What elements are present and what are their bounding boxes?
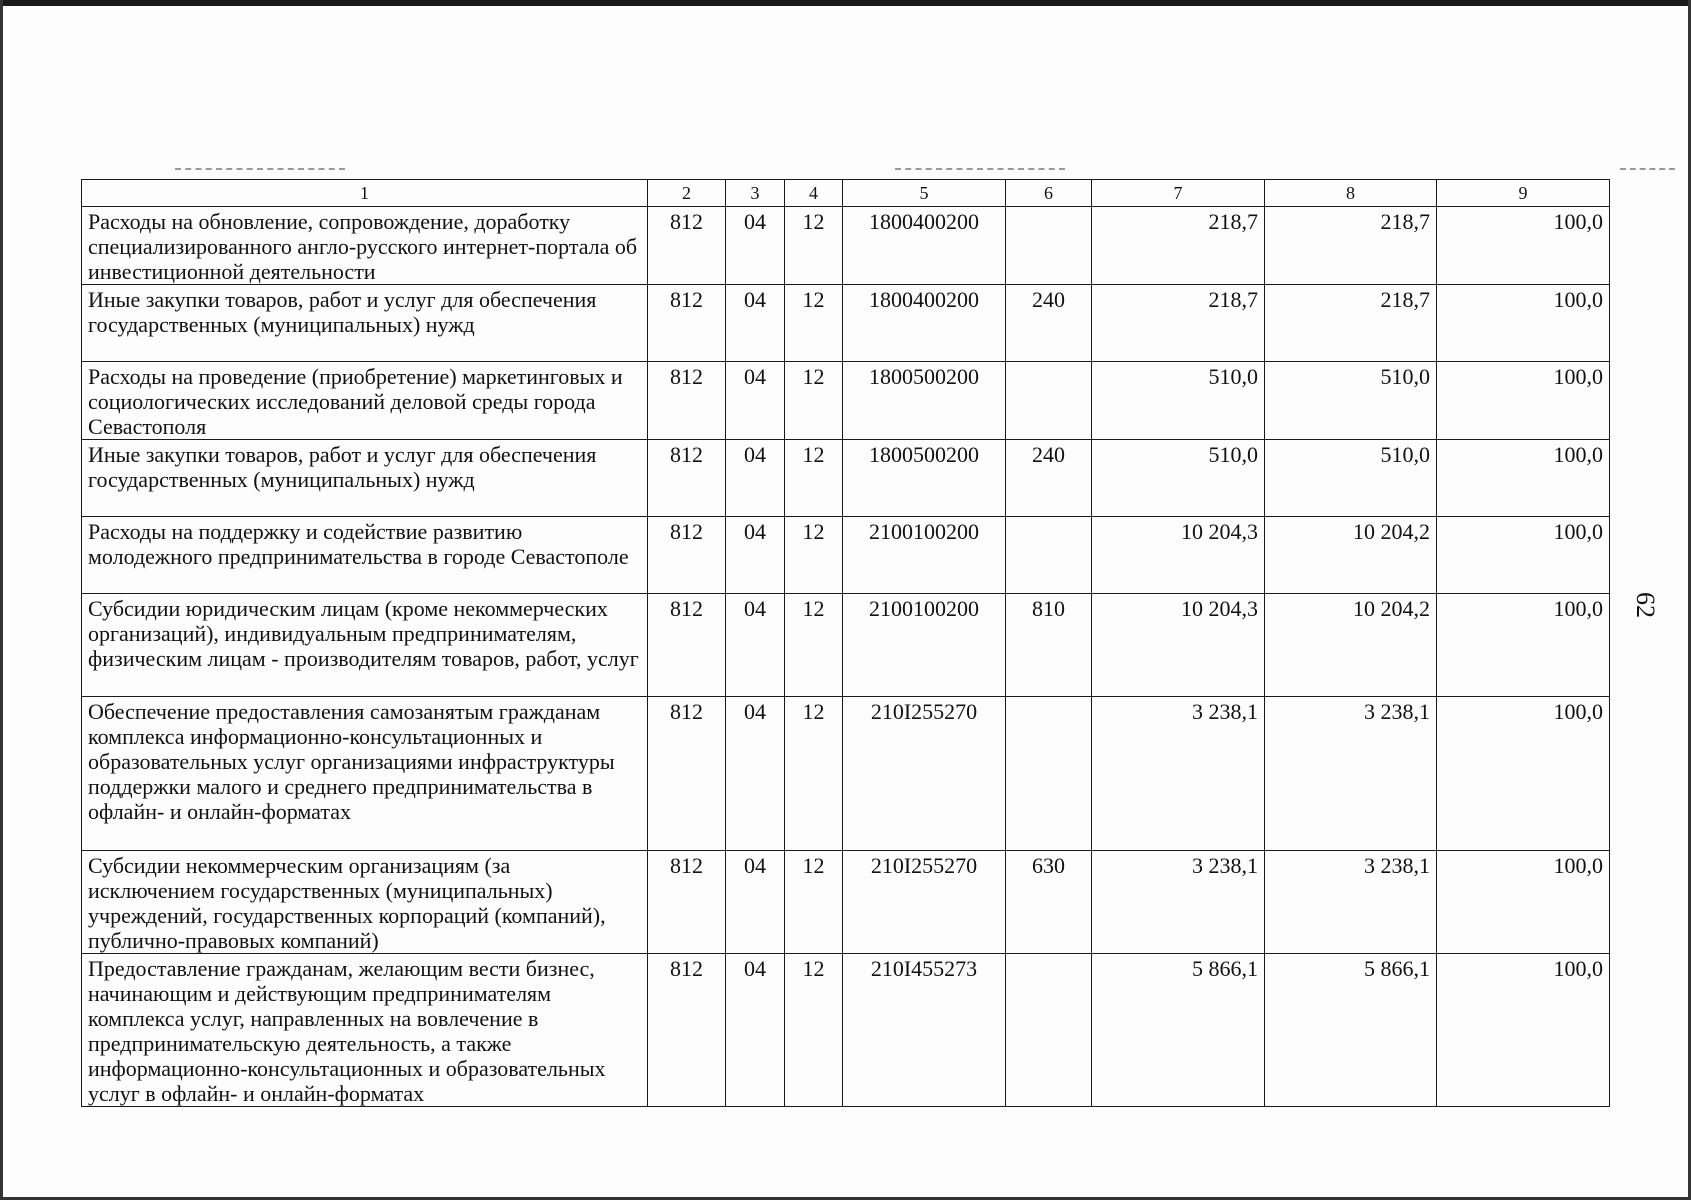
budget-table bbox=[81, 179, 1610, 1107]
scan-edge-top bbox=[0, 0, 1691, 6]
scan-artifact-dashes bbox=[895, 168, 1065, 172]
cell-section: 04 bbox=[726, 440, 785, 517]
cell-percent: 100,0 bbox=[1437, 285, 1610, 362]
row-description: Расходы на обновление, сопровождение, доработку специализированного англо-русского интернет-портала об инвестиционной деятельности bbox=[82, 207, 648, 285]
cell-grbs-code: 812 bbox=[648, 954, 726, 1107]
row-description: Обеспечение предоставления самозанятым гражданам комплекса информационно-консультационных и образовательных услуг организациями инфраструктуры поддержки малого и среднего предпринимательства в офлайн- и онлайн-форматах bbox=[82, 697, 648, 851]
cell-section: 04 bbox=[726, 517, 785, 594]
cell-expense-type bbox=[1006, 697, 1092, 851]
cell-planned: 218,7 bbox=[1092, 285, 1265, 362]
cell-planned: 5 866,1 bbox=[1092, 954, 1265, 1107]
cell-grbs-code: 812 bbox=[648, 851, 726, 954]
cell-planned: 510,0 bbox=[1092, 440, 1265, 517]
cell-subsection: 12 bbox=[785, 207, 843, 285]
table-row bbox=[82, 285, 1610, 362]
row-description: Субсидии юридическим лицам (кроме некоммерческих организаций), индивидуальным предпринимателям, физическим лицам - производителям товаров, работ, услуг bbox=[82, 594, 648, 697]
cell-section: 04 bbox=[726, 285, 785, 362]
scan-artifact-dashes bbox=[1620, 168, 1675, 172]
cell-target-article: 210I455273 bbox=[843, 954, 1006, 1107]
cell-section: 04 bbox=[726, 362, 785, 440]
table-body bbox=[82, 207, 1610, 1107]
cell-expense-type: 240 bbox=[1006, 285, 1092, 362]
cell-planned: 10 204,3 bbox=[1092, 594, 1265, 697]
cell-executed: 510,0 bbox=[1265, 440, 1437, 517]
cell-grbs-code: 812 bbox=[648, 697, 726, 851]
header-cell: 2 bbox=[648, 180, 726, 207]
header-cell: 6 bbox=[1006, 180, 1092, 207]
row-description: Иные закупки товаров, работ и услуг для обеспечения государственных (муниципальных) нужд bbox=[82, 440, 648, 517]
table-row bbox=[82, 954, 1610, 1107]
cell-expense-type bbox=[1006, 954, 1092, 1107]
cell-expense-type bbox=[1006, 362, 1092, 440]
row-description: Предоставление гражданам, желающим вести бизнес, начинающим и действующим предпринимателям комплекса услуг, направленных на вовлечение в предпринимательскую деятельность, а также информационно-консультационных и образовательных услуг в офлайн- и онлайн-форматах bbox=[82, 954, 648, 1107]
cell-grbs-code: 812 bbox=[648, 285, 726, 362]
cell-percent: 100,0 bbox=[1437, 517, 1610, 594]
row-description: Расходы на проведение (приобретение) маркетинговых и социологических исследований деловой среды города Севастополя bbox=[82, 362, 648, 440]
cell-target-article: 2100100200 bbox=[843, 517, 1006, 594]
cell-executed: 5 866,1 bbox=[1265, 954, 1437, 1107]
cell-percent: 100,0 bbox=[1437, 440, 1610, 517]
cell-executed: 3 238,1 bbox=[1265, 851, 1437, 954]
cell-percent: 100,0 bbox=[1437, 697, 1610, 851]
cell-expense-type: 810 bbox=[1006, 594, 1092, 697]
table-header bbox=[82, 180, 1610, 207]
cell-expense-type: 630 bbox=[1006, 851, 1092, 954]
cell-subsection: 12 bbox=[785, 362, 843, 440]
cell-percent: 100,0 bbox=[1437, 954, 1610, 1107]
cell-section: 04 bbox=[726, 954, 785, 1107]
cell-subsection: 12 bbox=[785, 517, 843, 594]
cell-planned: 510,0 bbox=[1092, 362, 1265, 440]
scan-edge-left bbox=[0, 0, 3, 1200]
table-row bbox=[82, 362, 1610, 440]
header-cell: 5 bbox=[843, 180, 1006, 207]
cell-executed: 3 238,1 bbox=[1265, 697, 1437, 851]
cell-target-article: 210I255270 bbox=[843, 697, 1006, 851]
header-cell: 3 bbox=[726, 180, 785, 207]
cell-subsection: 12 bbox=[785, 594, 843, 697]
row-description: Иные закупки товаров, работ и услуг для обеспечения государственных (муниципальных) нужд bbox=[82, 285, 648, 362]
cell-percent: 100,0 bbox=[1437, 362, 1610, 440]
cell-subsection: 12 bbox=[785, 440, 843, 517]
cell-expense-type: 240 bbox=[1006, 440, 1092, 517]
cell-section: 04 bbox=[726, 851, 785, 954]
cell-target-article: 210I255270 bbox=[843, 851, 1006, 954]
cell-grbs-code: 812 bbox=[648, 362, 726, 440]
header-cell: 9 bbox=[1437, 180, 1610, 207]
cell-executed: 218,7 bbox=[1265, 207, 1437, 285]
header-cell: 7 bbox=[1092, 180, 1265, 207]
cell-expense-type bbox=[1006, 517, 1092, 594]
cell-planned: 218,7 bbox=[1092, 207, 1265, 285]
cell-percent: 100,0 bbox=[1437, 207, 1610, 285]
table-row bbox=[82, 440, 1610, 517]
cell-subsection: 12 bbox=[785, 954, 843, 1107]
cell-section: 04 bbox=[726, 697, 785, 851]
header-cell: 4 bbox=[785, 180, 843, 207]
cell-planned: 3 238,1 bbox=[1092, 697, 1265, 851]
header-cell: 8 bbox=[1265, 180, 1437, 207]
row-description: Расходы на поддержку и содействие развитию молодежного предпринимательства в городе Севастополе bbox=[82, 517, 648, 594]
cell-grbs-code: 812 bbox=[648, 440, 726, 517]
table-row bbox=[82, 697, 1610, 851]
cell-section: 04 bbox=[726, 594, 785, 697]
cell-grbs-code: 812 bbox=[648, 517, 726, 594]
cell-target-article: 1800400200 bbox=[843, 285, 1006, 362]
cell-percent: 100,0 bbox=[1437, 594, 1610, 697]
cell-target-article: 1800400200 bbox=[843, 207, 1006, 285]
cell-grbs-code: 812 bbox=[648, 207, 726, 285]
cell-section: 04 bbox=[726, 207, 785, 285]
cell-executed: 10 204,2 bbox=[1265, 594, 1437, 697]
header-row bbox=[82, 180, 1610, 207]
cell-grbs-code: 812 bbox=[648, 594, 726, 697]
cell-target-article: 2100100200 bbox=[843, 594, 1006, 697]
cell-subsection: 12 bbox=[785, 851, 843, 954]
cell-planned: 10 204,3 bbox=[1092, 517, 1265, 594]
cell-expense-type bbox=[1006, 207, 1092, 285]
cell-target-article: 1800500200 bbox=[843, 440, 1006, 517]
table-row bbox=[82, 851, 1610, 954]
table-row bbox=[82, 207, 1610, 285]
cell-executed: 510,0 bbox=[1265, 362, 1437, 440]
cell-planned: 3 238,1 bbox=[1092, 851, 1265, 954]
cell-percent: 100,0 bbox=[1437, 851, 1610, 954]
scan-artifact-dashes bbox=[175, 168, 345, 172]
table-row bbox=[82, 594, 1610, 697]
row-description: Субсидии некоммерческим организациям (за исключением государственных (муниципальных) учреждений, государственных корпораций (компаний), публично-правовых компаний) bbox=[82, 851, 648, 954]
cell-target-article: 1800500200 bbox=[843, 362, 1006, 440]
page-number: 62 bbox=[1631, 592, 1660, 618]
table-row bbox=[82, 517, 1610, 594]
cell-executed: 218,7 bbox=[1265, 285, 1437, 362]
cell-executed: 10 204,2 bbox=[1265, 517, 1437, 594]
cell-subsection: 12 bbox=[785, 285, 843, 362]
cell-subsection: 12 bbox=[785, 697, 843, 851]
header-cell: 1 bbox=[82, 180, 648, 207]
